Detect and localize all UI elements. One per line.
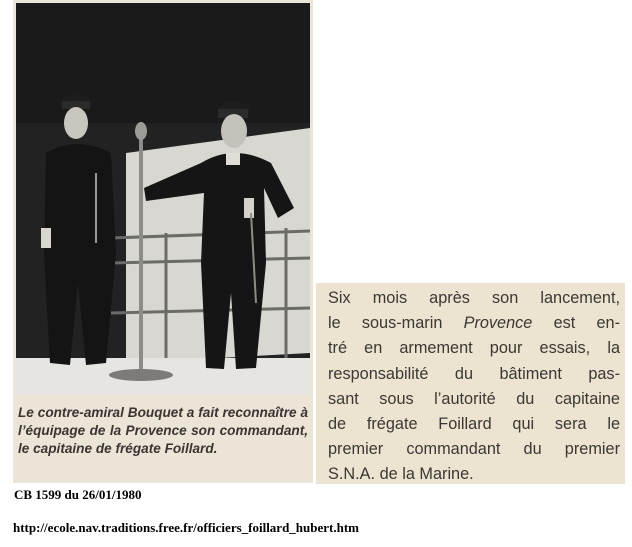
press-photo: [16, 3, 310, 395]
photo-caption: Le contre-amiral Bouquet a fait reconnaître à l’équipage de la Provence son commandant, le capitaine de frégate Foillard.: [18, 405, 308, 456]
source-reference: CB 1599 du 26/01/1980: [14, 487, 142, 502]
article-line-2b: est en-: [553, 314, 620, 333]
article-line-3: tré en armement pour essais, la: [328, 339, 620, 358]
article-line-6: de frégate Foillard qui sera le: [328, 415, 620, 434]
article-line-8: S.N.A. de la Marine.: [328, 465, 474, 484]
source-url[interactable]: http://ecole.nav.traditions.free.fr/officiers_foillard_hubert.htm: [13, 520, 360, 535]
article-line-1: Six mois après son lancement,: [328, 289, 620, 307]
article-text: [328, 286, 620, 488]
article-line-7: premier commandant du premier: [328, 440, 620, 459]
article-line-5: sant sous l’autorité du capitaine: [328, 389, 620, 408]
article-line-4: responsabilité du bâtiment pas-: [328, 364, 620, 383]
article-line-2a: le sous-marin: [328, 314, 443, 333]
article-ship-name: Provence: [463, 314, 533, 333]
